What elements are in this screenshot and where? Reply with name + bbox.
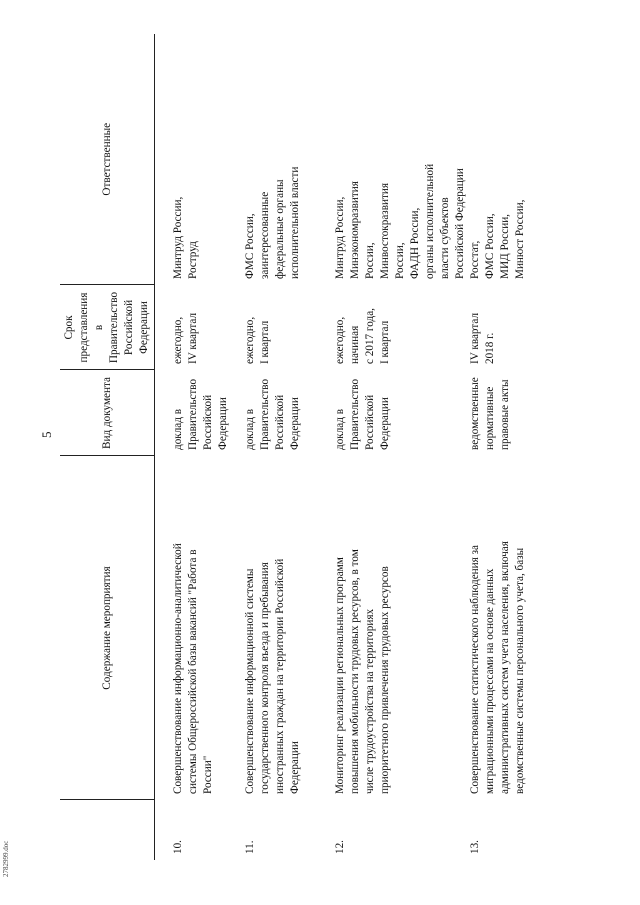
header-line: Вид документа bbox=[100, 377, 113, 449]
row-deadline bbox=[155, 285, 244, 370]
row-responsible bbox=[333, 34, 468, 285]
cell-line: Российской bbox=[202, 394, 214, 450]
cell-line: иностранных граждан на территории Российской bbox=[274, 558, 286, 794]
cell-line: с 2017 года, bbox=[364, 308, 376, 364]
header-line: Содержание мероприятия bbox=[100, 566, 113, 690]
cell-line: органы исполнительной bbox=[424, 163, 436, 279]
row-number: 11. bbox=[244, 840, 256, 854]
header-line: Ответственные bbox=[100, 122, 113, 196]
footer-filename: 2782999.doc bbox=[2, 840, 10, 877]
row-content bbox=[243, 456, 333, 800]
cell-line: ведомственные системы персонального учета, базы bbox=[514, 547, 526, 794]
cell-line: ФАДН России, bbox=[409, 207, 421, 279]
cell-line: Росстат, bbox=[469, 240, 481, 279]
cell-line: приоритетного привлечения трудовых ресурсов bbox=[379, 566, 391, 794]
row-responsible bbox=[155, 34, 244, 285]
table-row bbox=[243, 34, 333, 860]
cell-line: 2018 г. bbox=[484, 332, 496, 364]
row-document-type bbox=[333, 370, 468, 456]
row-document-type bbox=[468, 370, 618, 456]
cell-line: ежегодно, bbox=[172, 316, 184, 364]
table-row bbox=[333, 34, 468, 860]
cell-line: ежегодно, bbox=[244, 316, 256, 364]
cell-line: IV квартал bbox=[187, 312, 199, 364]
cell-line: Федерации bbox=[289, 397, 301, 450]
cell-line: системы Общероссийской базы вакансий "Работа в bbox=[187, 549, 199, 794]
cell-line: Совершенствование статистического наблюдения за bbox=[469, 545, 481, 794]
header-number bbox=[60, 800, 155, 860]
row-content bbox=[155, 456, 244, 800]
cell-line: административных систем учета населения, включая bbox=[499, 541, 511, 794]
measures-table-sheet bbox=[60, 34, 585, 860]
row-document-type bbox=[243, 370, 333, 456]
header-line: в Правительство bbox=[93, 291, 120, 364]
cell-line: МИД России, bbox=[499, 214, 511, 279]
cell-line: Мониторинг реализации региональных программ bbox=[334, 557, 346, 794]
cell-line: Федерации bbox=[217, 397, 229, 450]
row-number: 10. bbox=[172, 840, 184, 854]
cell-line: доклад в bbox=[172, 408, 184, 450]
cell-line: IV квартал bbox=[469, 312, 481, 364]
cell-line: Минэкономразвития bbox=[349, 181, 361, 279]
table-row bbox=[155, 34, 244, 860]
header-document-type bbox=[60, 370, 155, 456]
cell-line: Минвостокразвития bbox=[379, 182, 391, 279]
cell-line: Правительство bbox=[259, 378, 271, 450]
cell-line: Федерации bbox=[289, 741, 301, 794]
cell-line: власти субъектов bbox=[439, 197, 451, 279]
header-line: Федерации bbox=[138, 301, 150, 354]
cell-line: Российской bbox=[274, 394, 286, 450]
cell-line: доклад в bbox=[244, 408, 256, 450]
cell-line: ведомственные bbox=[469, 377, 481, 450]
cell-line: федеральные органы bbox=[274, 179, 286, 279]
cell-line: России, bbox=[394, 242, 406, 279]
cell-line: правовые акты bbox=[499, 379, 511, 450]
cell-line: государственного контроля въезда и пребывания bbox=[259, 562, 271, 794]
cell-line: ФМС России, bbox=[484, 213, 496, 279]
header-deadline bbox=[60, 285, 155, 370]
table-header-row bbox=[60, 34, 155, 860]
header-content bbox=[60, 456, 155, 800]
cell-line: Российской Федерации bbox=[454, 168, 466, 279]
cell-line: России, bbox=[364, 242, 376, 279]
page-number: 5 bbox=[39, 431, 54, 438]
cell-line: Минтруд России, bbox=[172, 196, 184, 279]
row-document-type bbox=[155, 370, 244, 456]
cell-line: доклад в bbox=[334, 408, 346, 450]
row-deadline bbox=[468, 285, 618, 370]
cell-line: начиная bbox=[349, 325, 361, 364]
cell-line: России" bbox=[202, 755, 214, 794]
row-number: 12. bbox=[334, 840, 346, 854]
header-responsible bbox=[60, 34, 155, 285]
measures-table bbox=[60, 34, 618, 860]
row-deadline bbox=[333, 285, 468, 370]
cell-line: Совершенствование информационной системы bbox=[244, 568, 256, 794]
cell-line: повышения мобильности трудовых ресурсов, в том bbox=[349, 549, 361, 794]
row-responsible bbox=[468, 34, 618, 285]
cell-line: ежегодно, bbox=[334, 316, 346, 364]
cell-line: нормативные bbox=[484, 386, 496, 450]
cell-line: Российской bbox=[364, 394, 376, 450]
row-deadline bbox=[243, 285, 333, 370]
table-row bbox=[468, 34, 618, 860]
cell-line: Минтруд России, bbox=[334, 196, 346, 279]
cell-line: заинтересованные bbox=[259, 191, 271, 279]
row-content bbox=[468, 456, 618, 800]
cell-line: Правительство bbox=[349, 378, 361, 450]
row-number: 13. bbox=[469, 840, 481, 854]
cell-line: I квартал bbox=[379, 320, 391, 364]
row-responsible bbox=[243, 34, 333, 285]
row-content bbox=[333, 456, 468, 800]
cell-line: I квартал bbox=[259, 320, 271, 364]
cell-line: ФМС России, bbox=[244, 213, 256, 279]
table-body bbox=[155, 34, 619, 860]
header-line: Российской bbox=[123, 299, 135, 356]
cell-line: Роструд bbox=[187, 241, 199, 279]
cell-line: Совершенствование информационно-аналитической bbox=[172, 543, 184, 794]
cell-line: исполнительной власти bbox=[289, 166, 301, 279]
cell-line: миграционными процессами на основе данных bbox=[484, 568, 496, 794]
cell-line: Минюст России, bbox=[514, 199, 526, 279]
cell-line: Федерации bbox=[379, 397, 391, 450]
cell-line: Правительство bbox=[187, 378, 199, 450]
cell-line: числе трудоустройства на территориях bbox=[364, 608, 376, 794]
header-line: Срок представления bbox=[63, 292, 90, 363]
